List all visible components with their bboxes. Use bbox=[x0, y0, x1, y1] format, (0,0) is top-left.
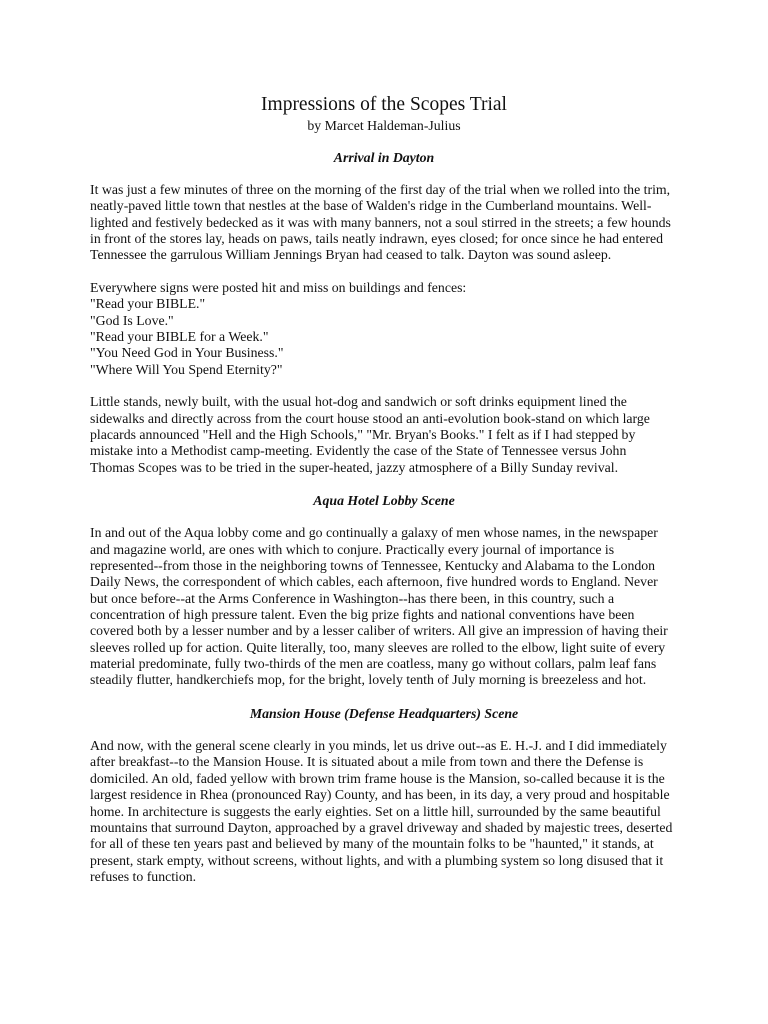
text-line: represented--from those in the neighboring towns of Tennessee, Kentucky and Alabama to the London bbox=[90, 558, 656, 574]
document-page bbox=[90, 93, 678, 902]
signs-intro: Everywhere signs were posted hit and miss on buildings and fences: bbox=[90, 280, 467, 296]
text-line: It was just a few minutes of three on the morning of the first day of the trial when we rolled into the trim, bbox=[90, 182, 671, 197]
paragraph-arrival-1 bbox=[90, 182, 678, 264]
section-heading-mansion-house: Mansion House (Defense Headquarters) Scene bbox=[249, 706, 519, 722]
text-line: placards announced "Hell and the High Schools," "Mr. Bryan's Books." I felt as if I had stepped by bbox=[90, 427, 636, 443]
text-line: sleeves rolled up for action. Quite literally, too, many sleeves are rolled to the elbow, light suite of every bbox=[90, 639, 666, 655]
text-line: refuses to function. bbox=[90, 868, 197, 884]
text-line: Daily News, the correspondent of which cables, each afternoon, five hundred words to England. Never bbox=[90, 574, 658, 590]
sign-item: "Read your BIBLE for a Week." bbox=[90, 329, 269, 345]
text-line: mistake into a Methodist camp-meeting. Evidently the case of the State of Tennessee versus John bbox=[90, 443, 627, 459]
section-heading-aqua-hotel: Aqua Hotel Lobby Scene bbox=[313, 493, 455, 509]
text-line: lighted and festively bedecked as it was with many banners, not a soul stirred in the streets; a few hounds bbox=[90, 214, 671, 230]
paragraph-mansion-house bbox=[90, 738, 678, 885]
text-line: home. In architecture is suggests the early eighties. Set on a little hill, surrounded by the same beautiful bbox=[90, 803, 661, 819]
text-line: sidewalks and directly across from the court house stood an anti-evolution book-stand on which large bbox=[90, 410, 650, 426]
paragraph-arrival-2 bbox=[90, 394, 678, 476]
text-line: present, stark empty, without screens, without lights, and with a plumbing system so long disused that it bbox=[90, 852, 664, 868]
sign-item: "Where Will You Spend Eternity?" bbox=[90, 361, 283, 377]
text-line: In and out of the Aqua lobby come and go continually a galaxy of men whose names, in the newspaper bbox=[90, 525, 658, 541]
text-line: steadily flutter, handkerchiefs mop, for the bright, lovely tenth of July morning is breezeless and hot. bbox=[90, 672, 647, 688]
paragraph-aqua-hotel bbox=[90, 525, 678, 688]
text-line: for all of these ten years past and believed by many of the mountain folks to be "haunted," it stands, at bbox=[90, 836, 654, 852]
document-byline: by Marcet Haldeman-Julius bbox=[307, 118, 461, 133]
section-heading-arrival: Arrival in Dayton bbox=[333, 150, 435, 165]
text-line: Tennessee the garrulous William Jennings Bryan had ceased to talk. Dayton was sound asleep. bbox=[90, 247, 612, 263]
text-line: material predominate, fully two-thirds of the men are coatless, many go without collars, palm leaf fans bbox=[90, 656, 657, 672]
text-line: and magazine world, are ones with which to conjure. Practically every journal of importance is bbox=[90, 541, 615, 557]
signs-list bbox=[90, 280, 678, 378]
text-line: largest residence in Rhea (pronounced Ray) County, and has been, in its day, a very proud and hospitable bbox=[90, 787, 670, 803]
text-line: neatly-paved little town that nestles at the base of Walden's ridge in the Cumberland mountains. Well- bbox=[90, 198, 652, 214]
sign-item: "Read your BIBLE." bbox=[90, 296, 206, 312]
text-line: but once before--at the Arms Conference in Washington--has there been, in this country, such a bbox=[90, 590, 615, 606]
text-line: concentration of high pressure talent. Even the big prize fights and national conventions have been bbox=[90, 607, 635, 623]
text-line: in front of the stores lay, heads on paws, tails neatly indrawn, eyes closed; for once since he had entered bbox=[90, 231, 664, 247]
text-line: covered both by a lesser number and by a lesser caliber of writers. All give an impression of having their bbox=[90, 623, 668, 639]
text-line: Thomas Scopes was to be tried in the super-heated, jazzy atmosphere of a Billy Sunday revival. bbox=[90, 459, 619, 475]
text-line: mountains that surround Dayton, approached by a gravel driveway and shaded by majestic trees, deserted bbox=[90, 819, 673, 835]
document-title: Impressions of the Scopes Trial bbox=[261, 94, 507, 115]
text-line: domiciled. An old, faded yellow with brown trim frame house is the Mansion, so-called because it is the bbox=[90, 770, 665, 786]
text-line: after breakfast--to the Mansion House. It is situated about a mile from town and there the Defense is bbox=[90, 754, 644, 770]
text-line: Little stands, newly built, with the usual hot-dog and sandwich or soft drinks equipment lined the bbox=[90, 394, 627, 410]
sign-item: "God Is Love." bbox=[90, 312, 174, 328]
text-line: And now, with the general scene clearly in you minds, let us drive out--as E. H.-J. and I did immediately bbox=[90, 738, 667, 754]
sign-item: "You Need God in Your Business." bbox=[90, 345, 284, 361]
